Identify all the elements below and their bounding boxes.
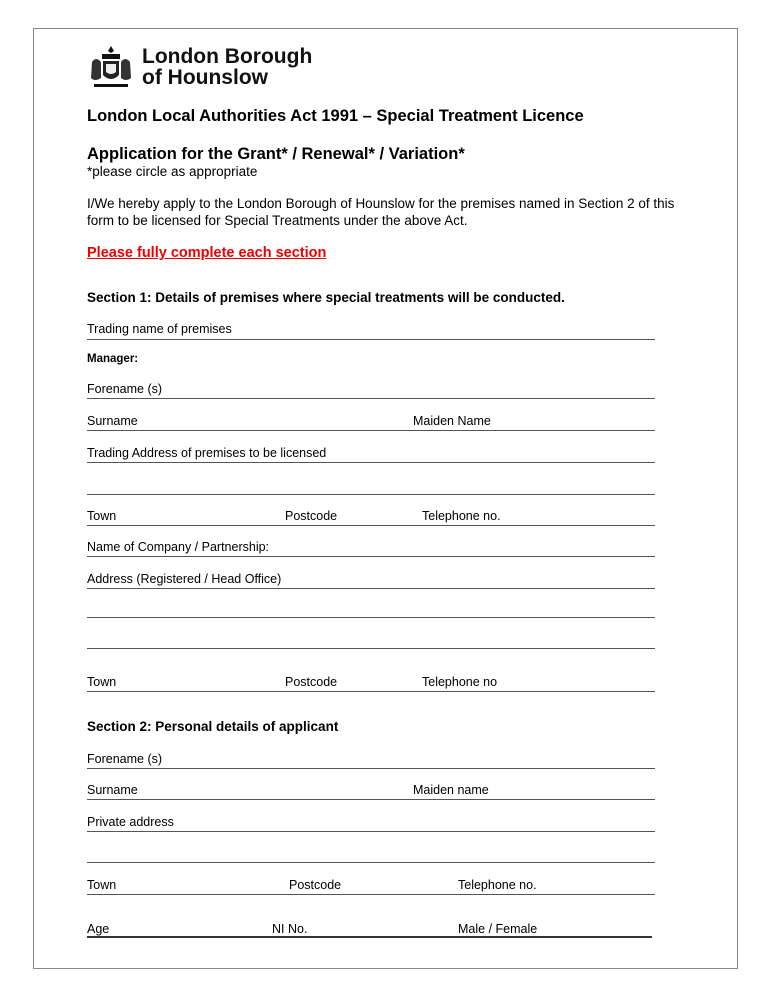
form-title: London Local Authorities Act 1991 – Special Treatment Licence [87,107,584,125]
company-town-label: Town [87,675,117,689]
complete-warning: Please fully complete each section [87,245,327,261]
logo-line-2: of Hounslow [142,66,268,89]
town-label: Town [87,509,117,523]
manager-forename-field[interactable] [87,398,655,399]
applicant-surname-field[interactable] [87,799,655,800]
form-subtitle: Application for the Grant* / Renewal* / Variation* [87,145,465,163]
telephone-label: Telephone no. [422,509,501,523]
company-town-field[interactable] [87,691,655,692]
company-name-field[interactable] [87,556,655,557]
manager-label: Manager: [87,353,139,365]
applicant-forename-field[interactable] [87,768,655,769]
company-label: Name of Company / Partnership: [87,540,270,554]
company-address-field[interactable] [87,588,655,589]
section1-heading: Section 1: Details of premises where special treatments will be conducted. [87,290,565,305]
trading-address-label: Trading Address of premises to be licensed [87,446,327,460]
trading-address-field[interactable] [87,462,655,463]
maiden-name-label: Maiden Name [413,414,491,428]
council-logo [88,44,312,90]
manager-surname-field[interactable] [87,430,655,431]
intro-text: I/We hereby apply to the London Borough of Hounslow for the premises named in Section 2 of this form to be licensed for Special Treatments under the above Act. [87,196,675,228]
private-address-field-2[interactable] [87,862,655,863]
applicant-surname-label: Surname [87,783,138,797]
trading-address-field-2[interactable] [87,494,655,495]
applicant-maiden-label: Maiden name [413,783,489,797]
private-address-label: Private address [87,815,174,829]
forename-label: Forename (s) [87,382,163,396]
premises-town-field[interactable] [87,525,655,526]
age-label: Age [87,922,110,936]
applicant-town-label: Town [87,878,117,892]
ni-number-label: NI No. [272,922,308,936]
applicant-telephone-label: Telephone no. [458,878,537,892]
trading-name-field[interactable] [87,339,655,340]
age-ni-sex-field[interactable] [87,936,652,938]
company-address-label: Address (Registered / Head Office) [87,572,282,586]
company-address-field-3[interactable] [87,648,655,649]
company-telephone-label: Telephone no [422,675,498,689]
logo-line-1: London Borough [142,45,313,68]
circle-note: *please circle as appropriate [87,164,258,179]
company-postcode-label: Postcode [285,675,338,689]
applicant-town-field[interactable] [87,894,655,895]
applicant-forename-label: Forename (s) [87,752,163,766]
crest-icon [88,44,134,90]
private-address-field[interactable] [87,831,655,832]
company-address-field-2[interactable] [87,617,655,618]
postcode-label: Postcode [285,509,338,523]
section2-heading: Section 2: Personal details of applicant [87,719,339,734]
surname-label: Surname [87,414,138,428]
sex-label: Male / Female [458,922,538,936]
applicant-postcode-label: Postcode [289,878,342,892]
trading-name-label: Trading name of premises [87,322,232,336]
